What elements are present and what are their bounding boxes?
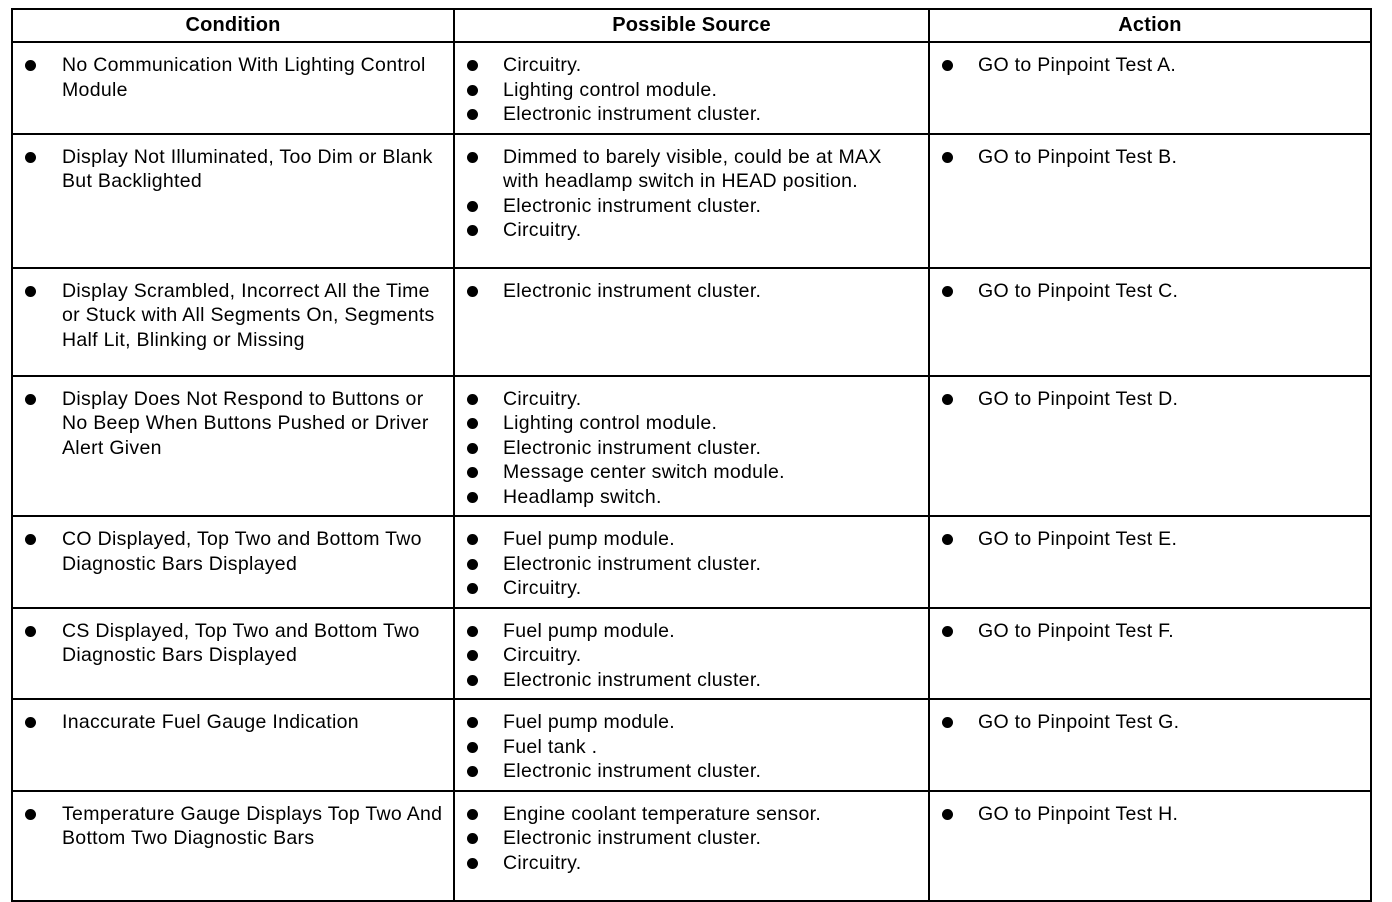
action-item bbox=[940, 53, 1362, 78]
source-item-text: Engine coolant temperature sensor. bbox=[503, 802, 822, 825]
source-item-text: Circuitry. bbox=[503, 219, 582, 241]
source-item bbox=[465, 53, 920, 78]
bullet-icon bbox=[467, 858, 478, 869]
possible-source-cell bbox=[454, 791, 929, 901]
source-list bbox=[455, 609, 928, 699]
condition-item-text: No Communication With Lighting Control Module bbox=[62, 54, 426, 101]
source-item-text: Circuitry. bbox=[503, 644, 582, 666]
table-row bbox=[12, 42, 1371, 134]
source-item-text: Fuel pump module. bbox=[503, 528, 676, 550]
condition-item-text: Temperature Gauge Displays Top Two And Bottom Two Diagnostic Bars bbox=[62, 802, 443, 849]
table-row bbox=[12, 516, 1371, 608]
condition-list bbox=[13, 700, 453, 741]
bullet-icon bbox=[25, 394, 36, 405]
source-list bbox=[455, 135, 928, 249]
possible-source-cell bbox=[454, 134, 929, 268]
source-item bbox=[465, 436, 920, 461]
action-item-text: GO to Pinpoint Test F. bbox=[978, 619, 1174, 642]
condition-item-text: Display Does Not Respond to Buttons or No Beep When Buttons Pushed or Driver Alert Given bbox=[62, 387, 429, 459]
source-item-text: Electronic instrument cluster. bbox=[503, 436, 762, 459]
condition-cell bbox=[12, 376, 454, 517]
action-item bbox=[940, 527, 1362, 552]
bullet-icon bbox=[467, 626, 478, 637]
source-item bbox=[465, 851, 920, 876]
condition-list bbox=[13, 609, 453, 674]
source-item-text: Electronic instrument cluster. bbox=[503, 194, 762, 217]
bullet-icon bbox=[467, 418, 478, 429]
bullet-icon bbox=[25, 152, 36, 163]
source-item bbox=[465, 576, 920, 601]
condition-item bbox=[23, 279, 445, 353]
possible-source-cell bbox=[454, 42, 929, 134]
bullet-icon bbox=[25, 534, 36, 545]
condition-item bbox=[23, 619, 445, 668]
source-item bbox=[465, 735, 920, 760]
header-row bbox=[12, 9, 1371, 42]
condition-item bbox=[23, 527, 445, 576]
bullet-icon bbox=[942, 394, 953, 405]
action-cell bbox=[929, 516, 1371, 608]
possible-source-cell bbox=[454, 376, 929, 517]
table-row bbox=[12, 134, 1371, 268]
source-item-text: Circuitry. bbox=[503, 54, 582, 76]
table-body bbox=[12, 42, 1371, 901]
action-item-text: GO to Pinpoint Test B. bbox=[978, 145, 1178, 168]
action-list bbox=[930, 377, 1370, 418]
condition-list bbox=[13, 792, 453, 857]
action-list bbox=[930, 700, 1370, 741]
source-item-text: Electronic instrument cluster. bbox=[503, 827, 762, 849]
condition-cell bbox=[12, 268, 454, 376]
bullet-icon bbox=[467, 492, 478, 503]
bullet-icon bbox=[942, 152, 953, 163]
action-list bbox=[930, 517, 1370, 558]
source-item bbox=[465, 279, 920, 304]
possible-source-cell bbox=[454, 608, 929, 700]
bullet-icon bbox=[467, 467, 478, 478]
source-item bbox=[465, 218, 920, 243]
source-list bbox=[455, 377, 928, 516]
source-item bbox=[465, 619, 920, 644]
action-cell bbox=[929, 376, 1371, 517]
header-possible-source: Possible Source bbox=[454, 9, 929, 42]
bullet-icon bbox=[467, 201, 478, 212]
action-item bbox=[940, 710, 1362, 735]
bullet-icon bbox=[467, 109, 478, 120]
condition-list bbox=[13, 269, 453, 359]
source-item-text: Fuel tank . bbox=[503, 735, 598, 758]
source-item-text: Fuel pump module. bbox=[503, 619, 676, 642]
table-row bbox=[12, 376, 1371, 517]
bullet-icon bbox=[942, 626, 953, 637]
bullet-icon bbox=[942, 809, 953, 820]
action-item bbox=[940, 619, 1362, 644]
source-item-text: Fuel pump module. bbox=[503, 711, 676, 733]
source-item bbox=[465, 145, 920, 194]
diagnosis-table bbox=[11, 8, 1372, 902]
bullet-icon bbox=[942, 534, 953, 545]
condition-list bbox=[13, 377, 453, 467]
source-item-text: Electronic instrument cluster. bbox=[503, 103, 762, 125]
condition-item-text: CS Displayed, Top Two and Bottom Two Diagnostic Bars Displayed bbox=[62, 619, 420, 666]
header-condition: Condition bbox=[12, 9, 454, 42]
source-item-text: Message center switch module. bbox=[503, 461, 785, 483]
action-cell bbox=[929, 268, 1371, 376]
bullet-icon bbox=[467, 583, 478, 594]
source-item bbox=[465, 802, 920, 827]
bullet-icon bbox=[467, 85, 478, 96]
source-item bbox=[465, 411, 920, 436]
condition-list bbox=[13, 135, 453, 200]
source-item-text: Dimmed to barely visible, could be at MAX with headlamp switch in HEAD position. bbox=[503, 145, 882, 192]
source-item bbox=[465, 102, 920, 127]
action-item-text: GO to Pinpoint Test E. bbox=[978, 528, 1178, 550]
action-list bbox=[930, 43, 1370, 84]
condition-cell bbox=[12, 791, 454, 901]
source-item bbox=[465, 826, 920, 851]
header-action: Action bbox=[929, 9, 1371, 42]
bullet-icon bbox=[467, 394, 478, 405]
action-item-text: GO to Pinpoint Test H. bbox=[978, 802, 1179, 825]
possible-source-cell bbox=[454, 516, 929, 608]
source-item-text: Electronic instrument cluster. bbox=[503, 760, 762, 782]
source-item bbox=[465, 710, 920, 735]
condition-item-text: Display Scrambled, Incorrect All the Time or Stuck with All Segments On, Segments Half Lit, Blinking or Missing bbox=[62, 279, 435, 351]
condition-item-text: CO Displayed, Top Two and Bottom Two Diagnostic Bars Displayed bbox=[62, 528, 422, 575]
bullet-icon bbox=[467, 717, 478, 728]
source-item bbox=[465, 387, 920, 412]
source-list bbox=[455, 700, 928, 790]
table-row bbox=[12, 268, 1371, 376]
table-row bbox=[12, 608, 1371, 700]
condition-item bbox=[23, 53, 445, 102]
action-cell bbox=[929, 699, 1371, 791]
bullet-icon bbox=[25, 717, 36, 728]
possible-source-cell bbox=[454, 268, 929, 376]
table-row bbox=[12, 791, 1371, 901]
condition-item bbox=[23, 802, 445, 851]
bullet-icon bbox=[25, 60, 36, 71]
source-item bbox=[465, 194, 920, 219]
action-item bbox=[940, 387, 1362, 412]
source-item bbox=[465, 78, 920, 103]
condition-cell bbox=[12, 699, 454, 791]
source-item-text: Electronic instrument cluster. bbox=[503, 279, 762, 302]
source-list bbox=[455, 792, 928, 882]
action-cell bbox=[929, 791, 1371, 901]
bullet-icon bbox=[942, 60, 953, 71]
source-item-text: Circuitry. bbox=[503, 851, 582, 874]
source-item bbox=[465, 668, 920, 693]
source-list bbox=[455, 43, 928, 133]
action-cell bbox=[929, 42, 1371, 134]
source-item-text: Headlamp switch. bbox=[503, 485, 662, 508]
bullet-icon bbox=[467, 152, 478, 163]
action-list bbox=[930, 792, 1370, 833]
source-item bbox=[465, 460, 920, 485]
source-item-text: Circuitry. bbox=[503, 387, 582, 410]
bullet-icon bbox=[467, 833, 478, 844]
condition-item bbox=[23, 387, 445, 461]
source-list bbox=[455, 517, 928, 607]
action-list bbox=[930, 269, 1370, 310]
condition-cell bbox=[12, 608, 454, 700]
bullet-icon bbox=[25, 286, 36, 297]
source-item bbox=[465, 643, 920, 668]
condition-cell bbox=[12, 134, 454, 268]
bullet-icon bbox=[25, 626, 36, 637]
bullet-icon bbox=[467, 675, 478, 686]
source-list bbox=[455, 269, 928, 310]
bullet-icon bbox=[467, 225, 478, 236]
action-list bbox=[930, 135, 1370, 176]
action-list bbox=[930, 609, 1370, 650]
condition-item bbox=[23, 710, 445, 735]
condition-list bbox=[13, 43, 453, 108]
source-item-text: Electronic instrument cluster. bbox=[503, 552, 762, 575]
action-cell bbox=[929, 134, 1371, 268]
condition-cell bbox=[12, 42, 454, 134]
bullet-icon bbox=[467, 534, 478, 545]
bullet-icon bbox=[467, 559, 478, 570]
condition-item bbox=[23, 145, 445, 194]
action-item bbox=[940, 802, 1362, 827]
condition-item-text: Display Not Illuminated, Too Dim or Blank But Backlighted bbox=[62, 145, 433, 192]
bullet-icon bbox=[467, 766, 478, 777]
bullet-icon bbox=[467, 286, 478, 297]
action-item bbox=[940, 145, 1362, 170]
source-item bbox=[465, 759, 920, 784]
action-item bbox=[940, 279, 1362, 304]
source-item-text: Circuitry. bbox=[503, 577, 582, 599]
action-item-text: GO to Pinpoint Test D. bbox=[978, 387, 1179, 410]
bullet-icon bbox=[942, 286, 953, 297]
source-item bbox=[465, 552, 920, 577]
action-item-text: GO to Pinpoint Test A. bbox=[978, 54, 1177, 76]
action-item-text: GO to Pinpoint Test G. bbox=[978, 711, 1180, 733]
source-item-text: Lighting control module. bbox=[503, 78, 718, 101]
action-item-text: GO to Pinpoint Test C. bbox=[978, 279, 1179, 302]
source-item-text: Lighting control module. bbox=[503, 412, 718, 434]
possible-source-cell bbox=[454, 699, 929, 791]
bullet-icon bbox=[467, 443, 478, 454]
source-item-text: Electronic instrument cluster. bbox=[503, 668, 762, 691]
bullet-icon bbox=[467, 742, 478, 753]
condition-cell bbox=[12, 516, 454, 608]
action-cell bbox=[929, 608, 1371, 700]
bullet-icon bbox=[25, 809, 36, 820]
source-item bbox=[465, 485, 920, 510]
source-item bbox=[465, 527, 920, 552]
bullet-icon bbox=[942, 717, 953, 728]
bullet-icon bbox=[467, 809, 478, 820]
table-row bbox=[12, 699, 1371, 791]
bullet-icon bbox=[467, 650, 478, 661]
condition-list bbox=[13, 517, 453, 582]
bullet-icon bbox=[467, 60, 478, 71]
condition-item-text: Inaccurate Fuel Gauge Indication bbox=[62, 711, 359, 733]
